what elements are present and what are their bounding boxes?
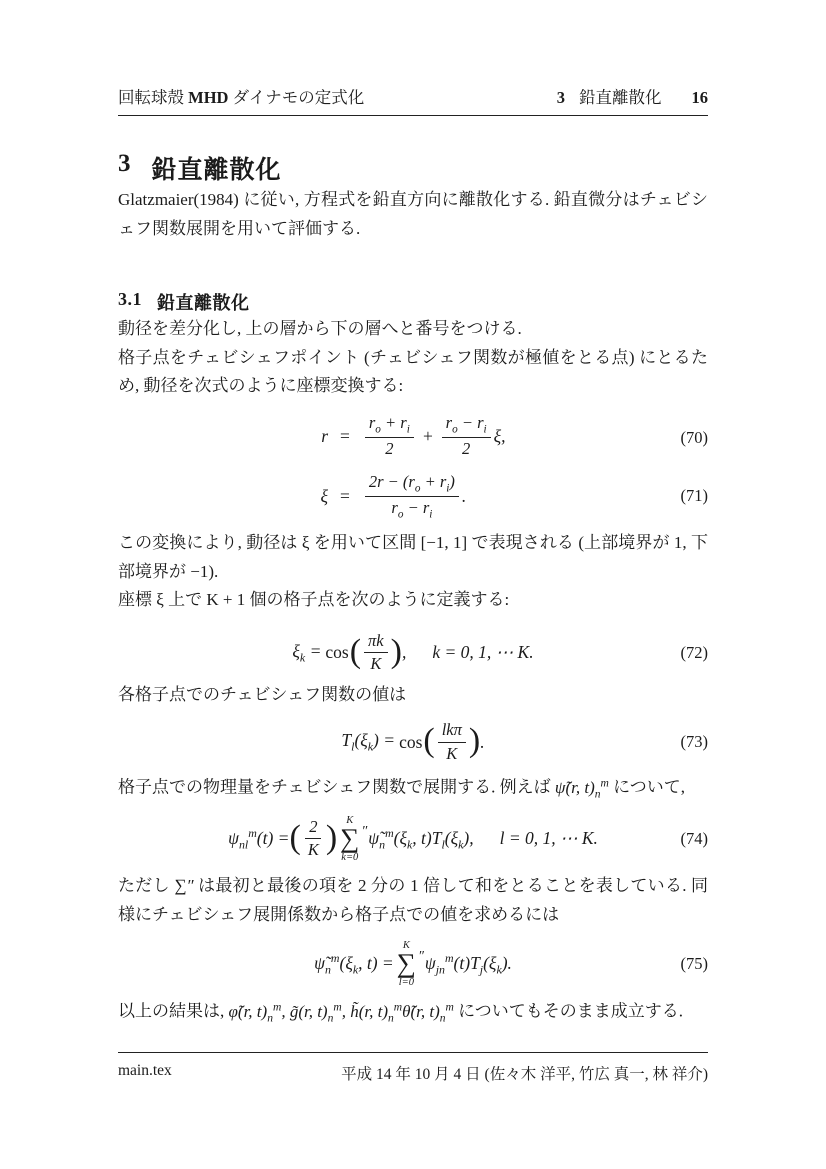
p6-text-post: について, <box>608 778 686 798</box>
eq74-sum-lower: k=0 <box>341 851 359 863</box>
equation-number-75: (75) <box>680 954 708 974</box>
eq75-sum-lower: l=0 <box>398 976 414 988</box>
eq74-body: $\psĩ_n^m(\xi_k$, $t)T_l(\xi_k)$, <box>368 825 474 852</box>
p6-inline-math: ψ̃(r, $t)_n^m$ <box>554 776 609 801</box>
eq71-tail: . <box>461 485 467 506</box>
equation-group-70-71 <box>118 413 708 522</box>
section-number: 3 <box>118 150 132 177</box>
eq73-frac-den: K <box>446 743 458 763</box>
paragraph-sum-note <box>118 872 708 929</box>
paragraph-chebyshev-points: 格子点をチェビシェフポイント (チェビシェフ関数が極値をとる点) にとるため, 動径を次式のように座標変換する: <box>118 347 708 396</box>
p8-text-pre: 以上の結果は, <box>118 1001 229 1021</box>
subsection-heading <box>118 289 708 315</box>
paragraph-chebyshev-values: 各格子点でのチェビシェフ関数の値は <box>118 684 407 704</box>
eq70-frac1-den: 2 <box>385 439 394 459</box>
eq75-double-prime: ″ <box>418 949 425 965</box>
intro-paragraph: Glatzmaier(1984) に従い, 方程式を鉛直方向に離散化する. 鉛直微分はチェビシェフ関数展開を用いて評価する. <box>118 190 708 238</box>
eq72-cos: cos <box>325 642 349 663</box>
equation-number-74: (74) <box>680 828 708 848</box>
paragraph-expansion-intro <box>118 773 708 803</box>
eq75-body: $\psi_{jn}^m(t)T_j(\xi_k)$. <box>424 950 512 977</box>
page-content <box>118 0 708 1028</box>
eq74-lhs: $\psi_{nl}^m(t)$ = <box>228 825 290 852</box>
eq72-frac-den: K <box>370 654 382 674</box>
eq70-tail: ξ, <box>493 425 506 446</box>
eq71-rhs <box>362 472 466 522</box>
paragraph-interval: この変換により, 動径は ξ を用いて区間 [−1, 1] で表現される (上部境界が 1, 下部境界が −1). <box>118 533 708 581</box>
paragraph-conclusion <box>118 997 708 1027</box>
p8-inline-math: φ̃(r, $t)_n^m$, g̃(r, $t)_n^m$, h̃(r, $t)_n^m\thetã(r$, $t)_n^m$ <box>228 1000 454 1025</box>
eq73-period: . <box>480 731 485 752</box>
eq70-fraction-1 <box>365 413 414 460</box>
eq72-condition: k = 0, 1, ⋯ K. <box>432 642 534 663</box>
eq70-fraction-2 <box>442 413 491 460</box>
p6-text-pre: 格子点での物理量をチェビシェフ関数で展開する. 例えば <box>118 778 555 798</box>
eq72-frac-num: πk <box>364 631 388 654</box>
eq70-lhs: r <box>321 425 328 446</box>
equation-number-73: (73) <box>680 732 708 752</box>
eq74-condition: l = 0, 1, ⋯ K. <box>499 828 598 849</box>
equation-number-72: (72) <box>680 642 708 662</box>
eq74-summation <box>340 815 359 864</box>
page-footer <box>118 1052 708 1084</box>
eq70-frac2-num: $r_o - r_i$ <box>442 413 491 438</box>
header-rule <box>118 115 708 116</box>
equation-73: $T_l(\xi_k)$ = cos ( $\frac{\text{lkπ}}{K}$ ) . (73) <box>341 720 708 763</box>
p7-text-pre: ただし <box>118 875 175 895</box>
eq74-sum-upper: K <box>346 814 354 826</box>
header-section-number: 3 <box>556 88 565 107</box>
section-title: 鉛直離散化 <box>151 157 282 184</box>
eq72-comma: , <box>401 642 407 663</box>
eq70-plus: + <box>421 425 434 446</box>
eq75-summation <box>397 940 416 989</box>
eq72-lhs: $\xi_k$ = <box>292 640 322 665</box>
eq70-equals: = <box>340 425 350 446</box>
eq75-lhs: $\psĩ_n^m(\xi_k$, t) = <box>314 950 394 977</box>
section-heading <box>118 150 708 186</box>
sum-icon: ∑ <box>340 823 360 854</box>
eq74-frac-num: 2 <box>305 817 321 840</box>
eq71-lhs: ξ <box>320 485 328 506</box>
eq74-double-prime: ″ <box>362 823 369 839</box>
eq71-fraction <box>365 472 459 522</box>
eq70-frac1-num: $r_o + r_i$ <box>365 413 414 438</box>
equation-74: $\psi_{nl}^m(t)$ = ( $\frac{2}{K}$ ) K ∑ k=0 ″ $\psĩ_n^m(\xi_k$, $t)T_l(\xi_k)$, l = 0, 1, ⋯ K. (74) <box>228 814 708 863</box>
header-title-pre: 回転球殻 <box>118 88 189 107</box>
subsection-title: 鉛直離散化 <box>157 293 250 314</box>
header-section-ref <box>557 84 708 108</box>
sum-icon: ∑ <box>396 948 416 979</box>
eq70-rhs <box>362 413 506 460</box>
footer-filename: main.tex <box>118 1062 172 1079</box>
equation-number-70: (70) <box>680 427 708 447</box>
eq71-frac-den: $r_o - r_i$ <box>391 497 433 521</box>
header-section-title: 鉛直離散化 <box>579 88 662 107</box>
equation-number-71: (71) <box>680 486 708 506</box>
page-number: 16 <box>691 88 708 107</box>
eq74-fraction <box>304 817 323 861</box>
subsection-number: 3.1 <box>118 289 142 310</box>
equation-72: $\xi_k$ = cos ( $\frac{\pi k}{K}$ ) , k = 0, 1, ⋯ K. (72) <box>292 630 708 674</box>
eq70-frac2-den: 2 <box>462 439 471 459</box>
eq73-cos: cos <box>399 731 423 752</box>
eq72-fraction <box>364 631 388 675</box>
eq73-fraction <box>438 720 466 764</box>
equation-75 <box>118 935 708 993</box>
eq74-frac-den: K <box>307 840 319 860</box>
eq71-frac-num: $2r - (r_o + r_i)$ <box>365 472 459 497</box>
eq75-sum-upper: K <box>402 939 410 951</box>
eq71-equals: = <box>340 485 350 506</box>
eq73-frac-num: lkπ <box>438 720 466 743</box>
header-title-post: ダイナモの定式化 <box>228 88 365 107</box>
eqnarray-70-71 <box>118 413 708 522</box>
footer-date-authors: 平成 14 年 10 月 4 日 (佐々木 洋平, 竹広 真一, 林 祥介) <box>341 1066 708 1083</box>
p7-inline-math: ∑″ <box>174 875 194 895</box>
p7-text-post: は最初と最後の項を 2 分の 1 倍して和をとることを表している. 同様にチェビシェフ展開係数から格子点での値を求めるには <box>118 875 709 924</box>
paragraph-gridpoint-definition: 座標 ξ 上で K + 1 個の格子点を次のように定義する: <box>118 590 510 610</box>
p8-text-post: についてもそのまま成立する. <box>453 1001 684 1021</box>
eq73-lhs: $T_l(\xi_k)$ = <box>341 730 396 754</box>
paragraph-radial-numbering: 動径を差分化し, 上の層から下の層へと番号をつける. <box>118 319 522 339</box>
page-header <box>118 84 708 108</box>
header-document-title <box>118 84 364 108</box>
header-title-bold: MHD <box>188 88 229 107</box>
